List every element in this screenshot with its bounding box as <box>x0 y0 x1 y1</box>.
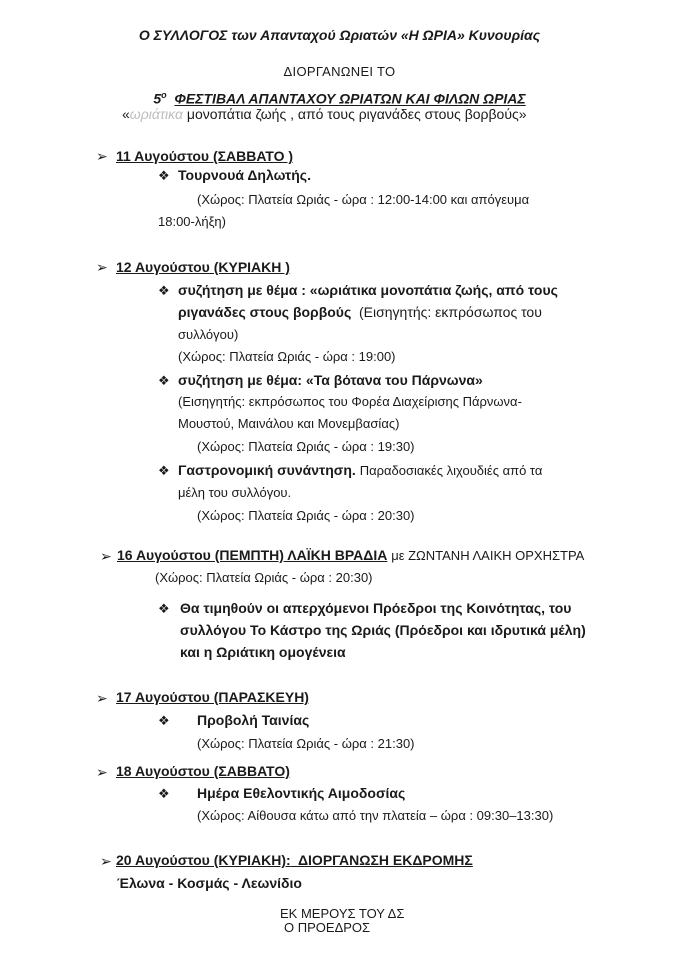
subtitle-quote-open: « <box>122 106 130 122</box>
diamond-icon: ❖ <box>158 713 170 728</box>
organizes-line: ΔΙΟΡΓΑΝΩΝΕΙ ΤΟ <box>283 64 396 79</box>
honor-line: συλλόγου Το Κάστρο της Ωριάς (Πρόεδροι και ιδρυτικά μέλη) <box>180 622 586 638</box>
event-item-speaker-cont: συλλόγου) <box>178 327 239 342</box>
diamond-icon: ❖ <box>158 786 170 801</box>
event-date: 16 Αυγούστου (ΠΕΜΠΤΗ) ΛΑΪΚΗ ΒΡΑΔΙΑ <box>117 547 388 563</box>
festival-number: 5 <box>153 90 162 107</box>
event-item-title: Τουρνουά Δηλωτής. <box>178 167 311 183</box>
festival-title: ΦΕΣΤΙΒΑΛ ΑΠΑΝΤΑΧΟΥ ΩΡΙΑΤΩΝ ΚΑΙ ΦΙΛΩΝ ΩΡΙΑΣ <box>174 90 526 107</box>
diamond-icon: ❖ <box>158 601 170 616</box>
diamond-icon: ❖ <box>158 168 170 183</box>
arrow-icon: ➢ <box>96 148 108 164</box>
footer-president: Ο ΠΡΟΕΔΡΟΣ <box>284 920 371 935</box>
event-item-place: (Χώρος: Πλατεία Ωριάς - ώρα : 12:00-14:00 και απόγευμα <box>197 192 530 207</box>
event-item-desc-cont: μέλη του συλλόγου. <box>178 485 292 500</box>
diamond-icon: ❖ <box>158 283 170 298</box>
honor-line: και η Ωριάτικη ομογένεια <box>180 644 346 660</box>
event-date-extra: ΔΙΟΡΓΑΝΩΣΗ ΕΚΔΡΟΜΗΣ <box>297 852 473 868</box>
arrow-icon: ➢ <box>96 690 108 706</box>
event-item-title: Προβολή Ταινίας <box>197 712 310 728</box>
event-item-place: (Χώρος: Αίθουσα κάτω από την πλατεία – ώρα : 09:30–13:30) <box>197 808 554 823</box>
footer-board: ΕΚ ΜΕΡΟΥΣ ΤΟΥ ΔΣ <box>280 906 405 921</box>
event-date: 18 Αυγούστου (ΣΑΒΒΑΤΟ) <box>116 763 290 779</box>
event-item-place: (Χώρος: Πλατεία Ωριάς - ώρα : 20:30) <box>197 508 415 523</box>
event-date: 12 Αυγούστου (ΚΥΡΙΑΚΗ ) <box>116 259 290 275</box>
excursion-route: Έλωνα - Κοσμάς - Λεωνίδιο <box>117 875 302 891</box>
event-item-gastronomy <box>178 462 542 478</box>
arrow-icon: ➢ <box>100 548 112 564</box>
event-date-extra: με ΖΩΝΤΑΝΗ ΛΑΙΚΗ ΟΡΧΗΣΤΡΑ <box>391 548 585 563</box>
event-date: 17 Αυγούστου (ΠΑΡΑΣΚΕΥΗ) <box>116 689 309 705</box>
event-date-line <box>116 852 473 868</box>
arrow-icon: ➢ <box>96 764 108 780</box>
arrow-icon: ➢ <box>100 853 112 869</box>
event-item-title-bold: ριγανάδες στους βορβούς <box>178 304 352 320</box>
arrow-icon: ➢ <box>96 259 108 275</box>
event-item-place: (Χώρος: Πλατεία Ωριάς - ώρα : 19:00) <box>178 349 396 364</box>
event-item-title: Ημέρα Εθελοντικής Αιμοδοσίας <box>197 785 406 801</box>
festival-superscript: ο <box>161 90 167 100</box>
subtitle-crossed-word: ωριάτικα <box>129 106 183 122</box>
event-item-place-cont: 18:00-λήξη) <box>158 214 226 229</box>
event-item-title-cont <box>178 304 618 320</box>
subtitle-text: μονοπάτια ζωής , από τους ριγανάδες στους βορβούς» <box>186 106 527 122</box>
event-item-desc: Παραδοσιακές λιχουδιές από τα <box>359 463 543 478</box>
event-place: (Χώρος: Πλατεία Ωριάς - ώρα : 20:30) <box>155 570 373 585</box>
event-date: 20 Αυγούστου (ΚΥΡΙΑΚΗ): <box>116 852 291 868</box>
event-item-speaker: (Εισηγητής: εκπρόσωπος του Φορέα Διαχείρισης Πάρνωνα- <box>178 394 522 409</box>
event-item-place: (Χώρος: Πλατεία Ωριάς - ώρα : 21:30) <box>197 736 415 751</box>
event-item-speaker: (Εισηγητής: εκπρόσωπος του <box>359 304 542 320</box>
event-item-speaker-cont: Μουστού, Μαινάλου και Μονεμβασίας) <box>178 416 400 431</box>
honor-line: Θα τιμηθούν οι απερχόμενοι Πρόεδροι της Κοινότητας, του <box>180 600 572 616</box>
event-item-title: Γαστρονομική συνάντηση. <box>178 462 356 478</box>
diamond-icon: ❖ <box>158 463 170 478</box>
event-item-place: (Χώρος: Πλατεία Ωριάς - ώρα : 19:30) <box>197 439 415 454</box>
diamond-icon: ❖ <box>158 373 170 388</box>
event-item-title: συζήτηση με θέμα : «ωριάτικα μονοπάτια ζωής, από τους <box>178 282 558 298</box>
event-date-line <box>117 547 584 563</box>
organizer-line: Ο ΣΥΛΛΟΓΟΣ των Απανταχού Ωριατών «Η ΩΡΙΑ» Κυνουρίας <box>138 27 541 43</box>
event-date: 11 Αυγούστου (ΣΑΒΒΑΤΟ ) <box>116 148 294 164</box>
festival-subtitle <box>122 106 527 122</box>
festival-title-line <box>0 90 679 107</box>
event-item-title: συζήτηση με θέμα: «Τα βότανα του Πάρνωνα» <box>178 372 483 388</box>
